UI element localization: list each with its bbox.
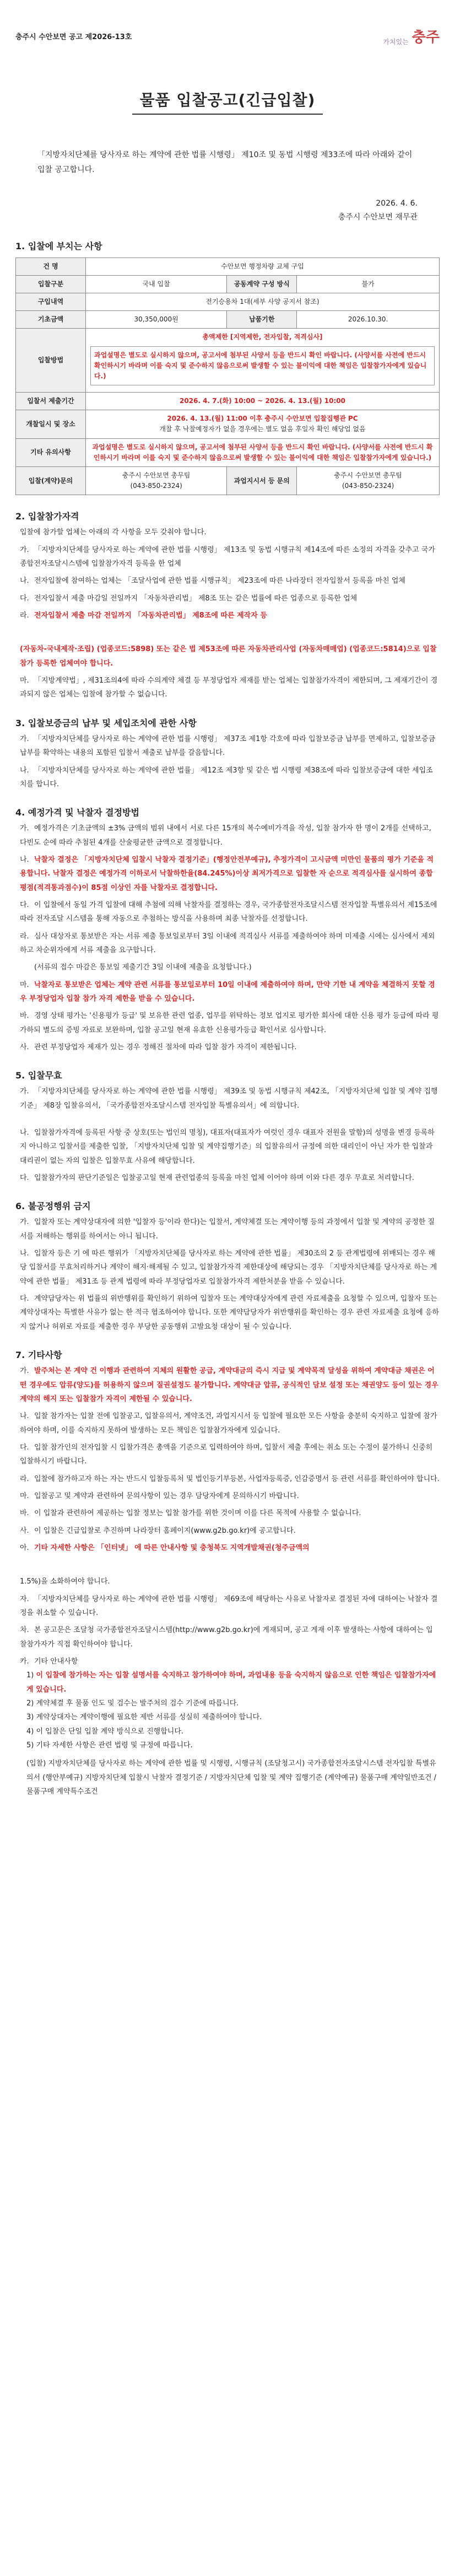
s6-item: 가. 입찰자 또는 계약상대자에 의한 '입찰자 등'이라 한다)는 입찰서, 계약체결 또는 계약이행 등의 과정에서 입찰 및 계약의 공정한 질서를 저해하는 행위를 하여서는 아니 됩니다. xyxy=(20,1218,435,1241)
tail-item: 자. 「지방자치단체를 당사자로 하는 계약에 관한 법률 시행령」 제69조에 해당하는 사유로 낙찰자로 결정된 자에 대하여는 낙찰자 결정을 취소할 수 있습니다. xyxy=(20,1595,438,1617)
s6-item: 나. 입찰자 등은 기 에 따른 행위가 「지방자치단체를 당사자로 하는 계약에 관한 법률」 제30조의 2 등 관계법령에 위배되는 경우 해당 입찰서를 무효처리하거나 계약이 해지·해제될 수 있고, 입찰참가자격 제한대상에 해당되는 경우 「지방자치단체를 당사자로 하는 계약에 관한 법률」 제31조 등 관계 법령에 따라 부정당업자로 입찰참가자격 제한처분을 받을 수 있습니다. xyxy=(20,1249,437,1286)
s4-item: 라. 심사 대상자로 통보받은 자는 서류 제출 통보일로부터 3일 이내에 적격심사 서류를 제출하여야 하며 미제출 시에는 심사에서 제외하고 차순위자에게 서류 제출을 요구합니다. xyxy=(20,932,435,954)
bid-method: 총액제한 [지역제한, 전자입찰, 적격심사] xyxy=(202,333,323,341)
s2-item: 마. 「지방계약법」, 제31조의4에 따라 수의계약 체결 등 부정당업자 제재를 받는 업체는 입찰참가자격이 제한되며, 그 제재기간이 경과되지 않은 업체는 입찰에 참가할 수 없습니다. xyxy=(20,677,438,699)
s2-item: 나. 전자입찰에 참여하는 업체는 「조달사업에 관한 법률 시행규칙」 제23조에 따른 나라장터 전자입찰서 등록을 마친 업체 xyxy=(20,577,405,586)
row-val: 불가 xyxy=(297,275,440,293)
s5-item: 다. 입찰참가자의 판단기준일은 입찰공고일 현재 관련업종의 등록을 마친 업체 이어야 하며 이와 다른 경우 무효로 처리합니다. xyxy=(20,1174,414,1183)
s3-item: 나. 「지방자치단체를 당사자로 하는 계약에 관한 법률」 제12조 제3항 및 같은 법 시행령 제38조에 따라 입찰보증금에 대한 세입조치를 합니다. xyxy=(20,766,433,788)
section-2-intro: 입찰에 참가할 업체는 아래의 각 사항을 모두 갖춰야 합니다. xyxy=(20,528,207,537)
row-key: 공동계약 구성 방식 xyxy=(227,275,297,293)
section-3-title: 3. 입찰보증금의 납부 및 세입조치에 관한 사항 xyxy=(15,717,197,728)
tail-line: 1.5%)을 소화하여야 합니다. xyxy=(20,1577,110,1586)
tail-note: 1) 이 입찰에 참가하는 자는 입찰 설명서를 숙지하고 참가하여야 하며, 과업내용 등을 숙지하지 않음으로 인한 책임은 입찰참가자에게 있습니다. xyxy=(26,1671,436,1694)
row-val: 국내 입찰 xyxy=(86,275,227,293)
tail-note: 2) 계약체결 후 물품 인도 및 검수는 발주처의 검수 기준에 따릅니다. xyxy=(26,1699,239,1708)
row-val: 전기승용차 1대(세부 사양 공지서 참조) xyxy=(86,293,440,310)
issue-date xyxy=(15,197,418,224)
row-val: 수안보면 행정차량 교체 구입 xyxy=(86,257,440,275)
section-4-title: 4. 예정가격 및 낙찰자 결정방법 xyxy=(15,807,139,818)
s6-item: 다. 계약담당자는 위 법률의 위반행위를 확인하기 위하여 입찰자 또는 계약대상자에게 관련 자료제출을 요청할 수 있으며, 입찰자 또는 계약상대자는 특별한 사유가 없는 한 적극 협조하여야 합니다. 또한 계약담당자가 위반행위를 확인하는 경우 관련 자료제출 요청에 응하지 않거나 허위로 자료를 제출한 경우 부당한 공동행위 고발요청 대상이 될 수 있습니다. xyxy=(20,1295,439,1331)
s2-note: (자동차-국내제작·조립) (업종코드:5898) 또는 같은 법 제53조에 따른 자동차관리사업 (자동차매매업) (업종코드:5814)으로 입찰 참가 등록한 업체여야 합니다. xyxy=(20,645,437,668)
doc-number: 충주시 수안보면 공고 제2026-13호 xyxy=(15,33,132,41)
header-bar xyxy=(15,17,440,55)
s2-item: 라. 전자입찰서 제출 마감 전일까지 「자동차관리법」 제8조에 따른 제작자 등 xyxy=(20,611,267,620)
date: 2026. 4. 6. xyxy=(376,199,418,208)
s4-item: 마. 낙찰자로 통보받은 업체는 계약 관련 서류를 통보일로부터 10일 이내에 제출하여야 하며, 만약 기한 내 계약을 체결하지 못할 경우 부정당업자 입찰 참가 자격 제한을 받을 수 있습니다. xyxy=(20,980,435,1003)
section-2-title: 2. 입찰참가자격 xyxy=(15,511,79,522)
s7-item: 바. 이 입찰과 관련하여 제공하는 입찰 정보는 입찰 참가를 위한 것이며 이를 다른 목적에 사용할 수 없습니다. xyxy=(20,1509,361,1518)
tail-item: 차. 본 공고문은 조달청 국가종합전자조달시스템(http://www.g2b.go.kr)에 게재되며, 공고 게재 이후 발생하는 사항에 대하여는 입찰참가자가 직접 확인하여야 합니다. xyxy=(20,1626,433,1649)
row-key: 입찰구분 xyxy=(16,275,86,293)
s7-item: 나. 입찰 참가자는 입찰 전에 입찰공고, 입찰유의서, 계약조건, 과업지시서 등 입찰에 필요한 모든 사항을 충분히 숙지하고 입찰에 참가하여야 하며, 이를 숙지하지 못하여 발생하는 모든 책임은 입찰참가자에게 있습니다. xyxy=(20,1412,437,1435)
tail-note: 4) 이 입찰은 단일 입찰 계약 방식으로 진행합니다. xyxy=(26,1727,184,1736)
s4-item: 바. 경영 상태 평가는 '신용평가 등급' 및 보유한 관련 업종, 업무를 위탁하는 정보 업지로 평가한 회사에 대한 신용 평가 등급에 따라 평가하되 별도의 증빙 자료로 보완하며, 입찰 공고일 현재 유효한 신용평가등급 확인서로 심사합니다. xyxy=(20,1012,439,1034)
open-time: 2026. 4. 13.(월) 11:00 이후 충주시 수안보면 입찰집행관 PC xyxy=(167,415,358,423)
section-6-title: 6. 불공정행위 금지 xyxy=(15,1201,91,1212)
s2-item: 가. 「지방자치단체를 당사자로 하는 계약에 관한 법률 시행령」 제13조 및 동법 시행규칙 제14조에 따른 소정의 자격을 갖추고 국가종합전자조달시스템에 입찰참가자격 등록을 한 업체 xyxy=(20,545,435,568)
s3-item: 가. 「지방자치단체를 당사자로 하는 계약에 관한 법률 시행령」 제37조 제1항 각호에 따라 입찰보증금 납부를 면제하고, 입찰보증금 납부를 확약하는 내용의 포함된 입찰서 제출로 납부를 갈음합니다. xyxy=(20,734,436,758)
row-key: 기초금액 xyxy=(16,311,86,329)
s7-item: 아. 기타 자세한 사항은 「인터넷」 에 따른 안내사항 및 충청북도 지역개발채권(청주금액의 xyxy=(20,1543,310,1552)
row-key: 납품기한 xyxy=(227,311,297,329)
row-val: 2026.10.30. xyxy=(297,311,440,329)
row-key: 과업지시서 등 문의 xyxy=(227,467,297,495)
s4-item: 사. 관련 부정당업자 제재가 있는 경우 정해진 절차에 따라 입찰 참가 자격이 제한됩니다. xyxy=(20,1043,297,1051)
row-key: 입찰방법 xyxy=(16,329,86,393)
row-key: 구입내역 xyxy=(16,293,86,310)
s2-item: 다. 전자입찰서 제출 마감일 전일까지 「자동차관리법」 제8조 또는 같은 법률에 따른 업종으로 등록한 업체 xyxy=(20,594,358,603)
row-key: 건 명 xyxy=(16,257,86,275)
section-7-title: 7. 기타사항 xyxy=(15,1350,62,1361)
s5-item: 가. 「지방자치단체를 당사자로 하는 계약에 관한 법률 시행령」 제39조 및 동법 시행규칙 제42조, 「지방자치단체 입찰 및 계약 집행기준」 제8장 입찰유의서, 「국가종합전자조달시스템 전자입찰 특별유의서」에 의합니다. xyxy=(20,1087,438,1110)
s4-item: 나. 낙찰자 결정은 「지방자치단체 입찰시 낙찰자 결정기준」(행정안전부예규), 추정가격이 고시금액 미만인 물품의 평가 기준을 적용합니다. 낙찰자 결정은 예정가격 이하로서 낙찰하한율(84.245%)이상 최저가격으로 입찰한 자 순으로 적격심사를 실시하여 종합 평점(적격통과점수)이 85점 이상인 자를 낙찰자로 결정합니다. xyxy=(20,855,434,892)
row-val: 30,350,000원 xyxy=(86,311,227,329)
logo-small: 가치있는 xyxy=(383,37,409,46)
row-val: 2026. 4. 7.(화) 10:00 ~ 2026. 4. 13.(월) 10:00 xyxy=(86,393,440,410)
row-key: 기타 유의사항 xyxy=(16,438,86,466)
row-val: 과업설명은 별도로 실시하지 않으며, 공고서에 첨부된 사양서 등을 반드시 확인 바랍니다. (사양서를 사전에 반드시 확인하시기 바라며 이를 숙지 및 준수하지 않음으로써 발생할 수 있는 불이익에 대한 책임은 입찰참가자에게 있습니다.) xyxy=(86,438,440,466)
tail-item: 카. 기타 안내사항 xyxy=(20,1657,78,1666)
city-logo xyxy=(383,26,440,46)
s4-item: (서류의 접수 마감은 통보일 제출기간 3일 이내에 제출을 요청합니다.) xyxy=(34,963,252,972)
lead-paragraph: 「지방자치단체를 당사자로 하는 계약에 관한 법률 시행령」 제10조 및 동법 시행령 제33조에 따라 아래와 같이 입찰 공고합니다. xyxy=(37,151,413,174)
tail-note: 3) 계약상대자는 계약이행에 필요한 제반 서류를 성실히 제출하여야 합니다. xyxy=(26,1713,262,1722)
s7-item: 다. 입찰 참가인의 전자입찰 시 입찰가격은 총액을 기준으로 입력하여야 하며, 입찰서 제출 후에는 취소 또는 수정이 불가하니 신중히 입찰하시기 바랍니다. xyxy=(20,1443,433,1466)
closing-note: (입찰) 지방자치단체를 당사자로 하는 계약에 관한 법률 및 시행령, 시행규칙 (조달청고시) 국가종합전자조달시스템 전자입찰 특별유의서 (행안부예규) 지방자치단체 입찰시 낙찰자 결정기준 / 지방자치단체 입찰 및 계약 집행기준 (계약예규) 물품구매 계약일반조건 / 물품구매 계약특수조건 xyxy=(26,1759,437,1796)
s5-item: 나. 입찰참가자격에 등록된 사항 중 상호(또는 법인의 명칭), 대표자(대표자가 여럿인 경우 대표자 전원을 말함)의 성명을 변경 등록하지 아니하고 입찰서를 제출한 입찰, 「지방자치단체 입찰 및 계약집행기준」의 입찰유의서 규정에 의한 대리인이 아닌 자가 한 입찰과 대리권이 없는 자의 입찰은 입찰무효 사유에 해당합니다. xyxy=(20,1129,435,1165)
s4-item: 다. 이 입찰에서 동일 가격 입찰에 대해 추첨에 의해 낙찰자를 결정하는 경우, 국가종합전자조달시스템 전자입찰 특별유의서 제15조에 따라 전자조달 시스템을 통해 자동으로 추첨하는 방식을 사용하며 최종 낙찰자를 선정합니다. xyxy=(20,900,437,924)
row-key: 입찰(계약)문의 xyxy=(16,467,86,495)
open-note: 개찰 후 낙찰예정자가 없을 경우에는 별도 없음 후일자 확인 해당업 없음 xyxy=(159,425,366,433)
bid-method-note: 과업설명은 별도로 실시하지 않으며, 공고서에 첨부된 사양서 등을 반드시 확인 바랍니다. (사양서를 사전에 반드시 확인하시기 바라며 이를 숙지 및 준수하지 않음으로써 발생할 수 있는 불이익에 대한 책임은 입찰참가자에게 있습니다.) xyxy=(90,346,435,386)
row-key: 개찰일시 및 장소 xyxy=(16,410,86,438)
s7-item: 사. 이 입찰은 긴급입찰로 추진하며 나라장터 홈페이지(www.g2b.go.kr)에 공고합니다. xyxy=(20,1526,296,1535)
row-val: 충주시 수안보면 총무팀 (043-850-2324) xyxy=(297,467,440,495)
doc-title: 물품 입찰공고(긴급입찰) xyxy=(132,88,323,115)
s4-item: 가. 예정가격은 기초금액의 ±3% 금액의 범위 내에서 서로 다른 15개의 복수예비가격을 작성, 입찰 참가자 한 명이 2개를 선택하고, 다빈도 순에 따라 추첨된 4개를 산술평균한 금액으로 결정합니다. xyxy=(20,824,431,847)
bid-spec-table xyxy=(15,257,440,496)
s7-item: 가. 발주처는 본 계약 건 이행과 관련하여 지체의 원활한 공급, 계약대금의 즉시 지급 및 계약목적 달성을 위하여 계약대금 채권은 어떤 경우에도 압류(양도)를 허용하지 않으며 질권설정도 불가합니다. 계약대금 압류, 공식적인 담보 설정 또는 채권양도 등이 있는 경우 계약의 해지 또는 입찰참가 자격이 제한될 수 있습니다. xyxy=(20,1367,438,1403)
row-key: 입찰서 제출기간 xyxy=(16,393,86,410)
s7-item: 라. 입찰에 참가하고자 하는 자는 반드시 입찰등록처 및 법인등기부등본, 사업자등록증, 인감증명서 등 관련 서류를 확인하여야 합니다. xyxy=(20,1474,440,1483)
section-1-title: 1. 입찰에 부치는 사항 xyxy=(15,240,102,251)
row-val: 충주시 수안보면 총무팀 (043-850-2324) xyxy=(86,467,227,495)
issuer: 충주시 수안보면 재무관 xyxy=(338,213,418,222)
tail-note: 5) 기타 자세한 사항은 관련 법령 및 규정에 따릅니다. xyxy=(26,1741,193,1750)
s7-item: 마. 입찰공고 및 계약과 관련하여 문의사항이 있는 경우 담당자에게 문의하시기 바랍니다. xyxy=(20,1491,299,1500)
logo-big: 충주 xyxy=(411,29,440,46)
section-5-title: 5. 입찰무효 xyxy=(15,1070,62,1081)
